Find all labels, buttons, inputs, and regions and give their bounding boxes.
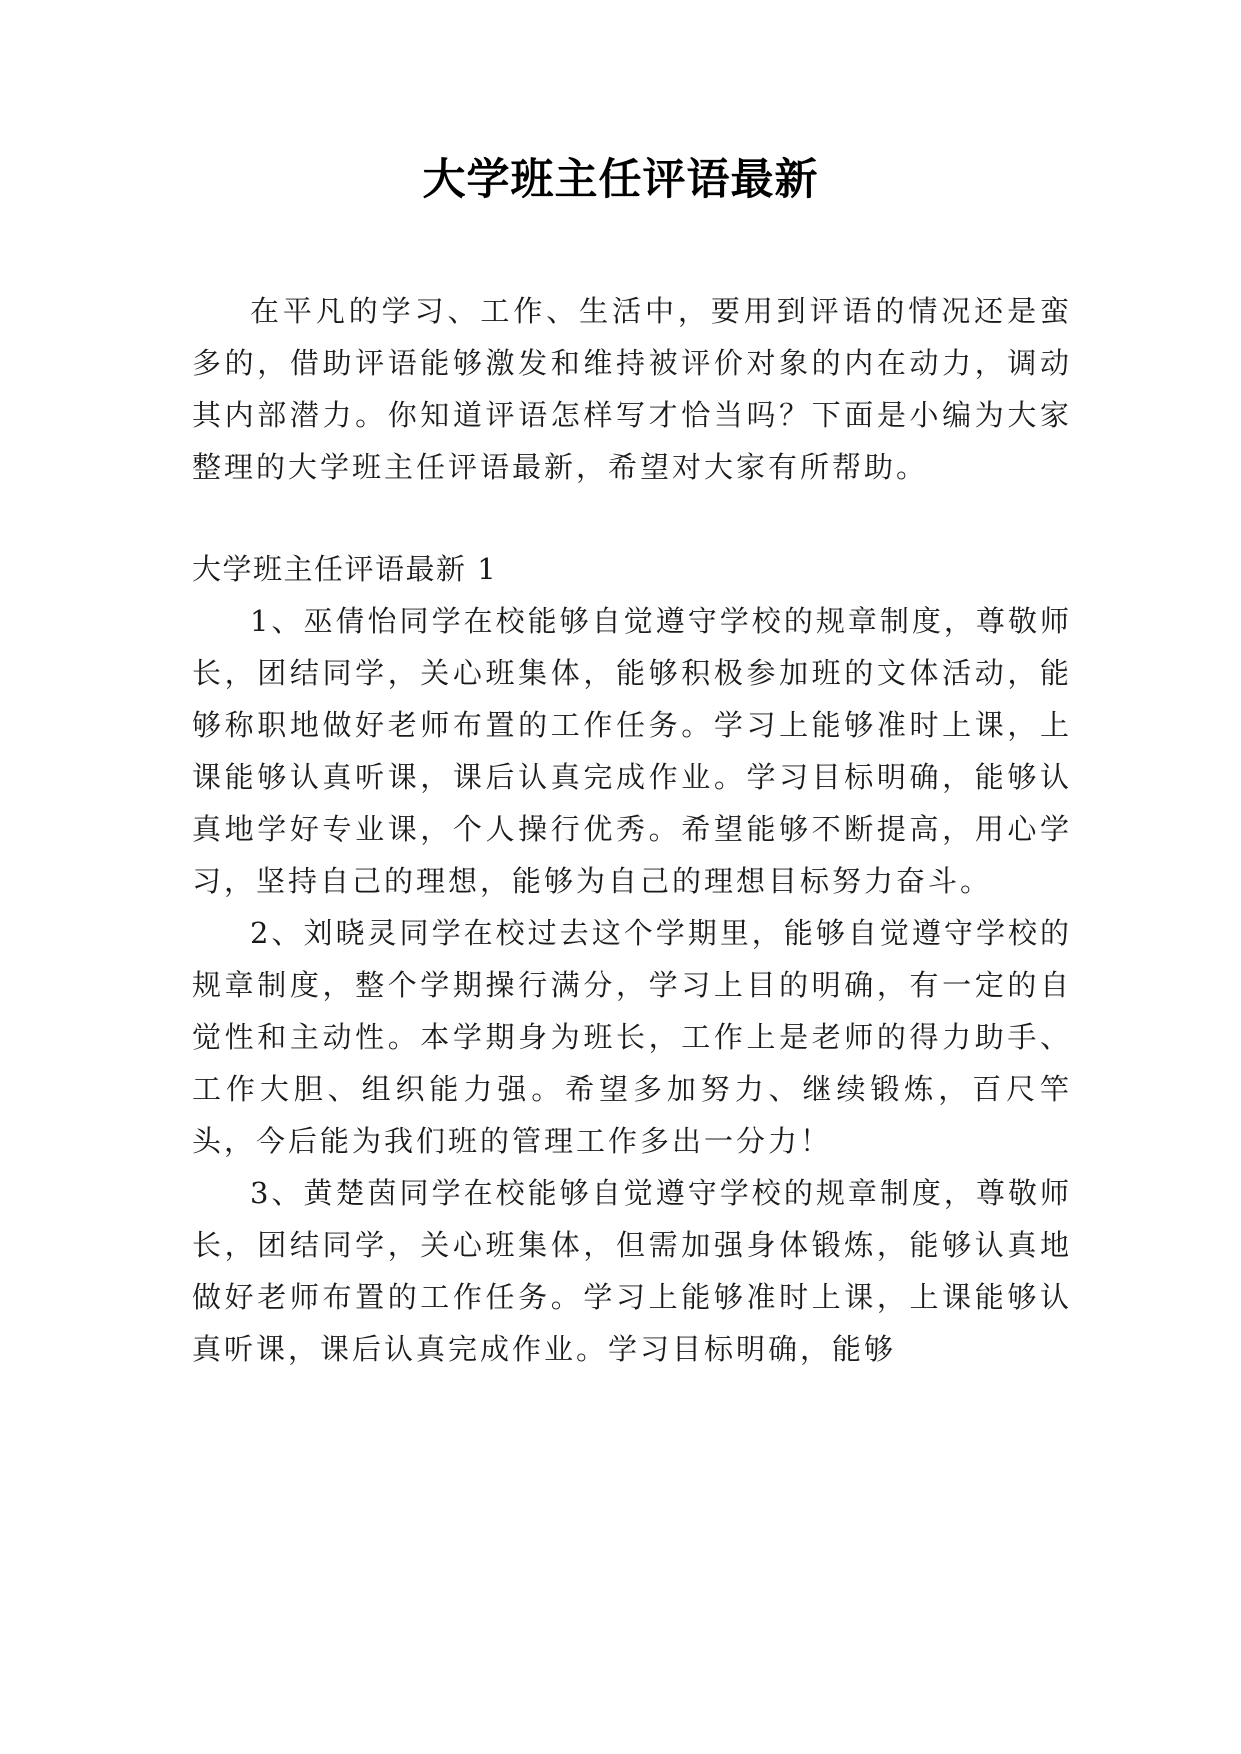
- document-body: [192, 285, 1072, 1375]
- comment-paragraph-2: 2、刘晓灵同学在校过去这个学期里，能够自觉遵守学校的规章制度，整个学期操行满分，学习上目的明确，有一定的自觉性和主动性。本学期身为班长，工作上是老师的得力助手、工作大胆、组织能力强。希望多加努力、继续锻炼，百尺竿头，今后能为我们班的管理工作多出一分力！: [192, 916, 1072, 1158]
- document-title: 大学班主任评语最新: [422, 155, 819, 205]
- intro-paragraph: 在平凡的学习、工作、生活中，要用到评语的情况还是蛮多的，借助评语能够激发和维持被评价对象的内在动力，调动其内部潜力。你知道评语怎样写才恰当吗？下面是小编为大家整理的大学班主任评语最新，希望对大家有所帮助。: [192, 294, 1072, 484]
- section-heading: 大学班主任评语最新 1: [192, 552, 498, 586]
- comment-paragraph-1: 1、巫倩怡同学在校能够自觉遵守学校的规章制度，尊敬师长，团结同学，关心班集体，能够积极参加班的文体活动，能够称职地做好老师布置的工作任务。学习上能够准时上课，上课能够认真听课，课后认真完成作业。学习目标明确，能够认真地学好专业课，个人操行优秀。希望能够不断提高，用心学习，坚持自己的理想，能够为自己的理想目标努力奋斗。: [192, 604, 1072, 898]
- comment-paragraph-3: 3、黄楚茵同学在校能够自觉遵守学校的规章制度，尊敬师长，团结同学，关心班集体，但需加强身体锻炼，能够认真地做好老师布置的工作任务。学习上能够准时上课，上课能够认真听课，课后认真完成作业。学习目标明确，能够: [192, 1176, 1072, 1366]
